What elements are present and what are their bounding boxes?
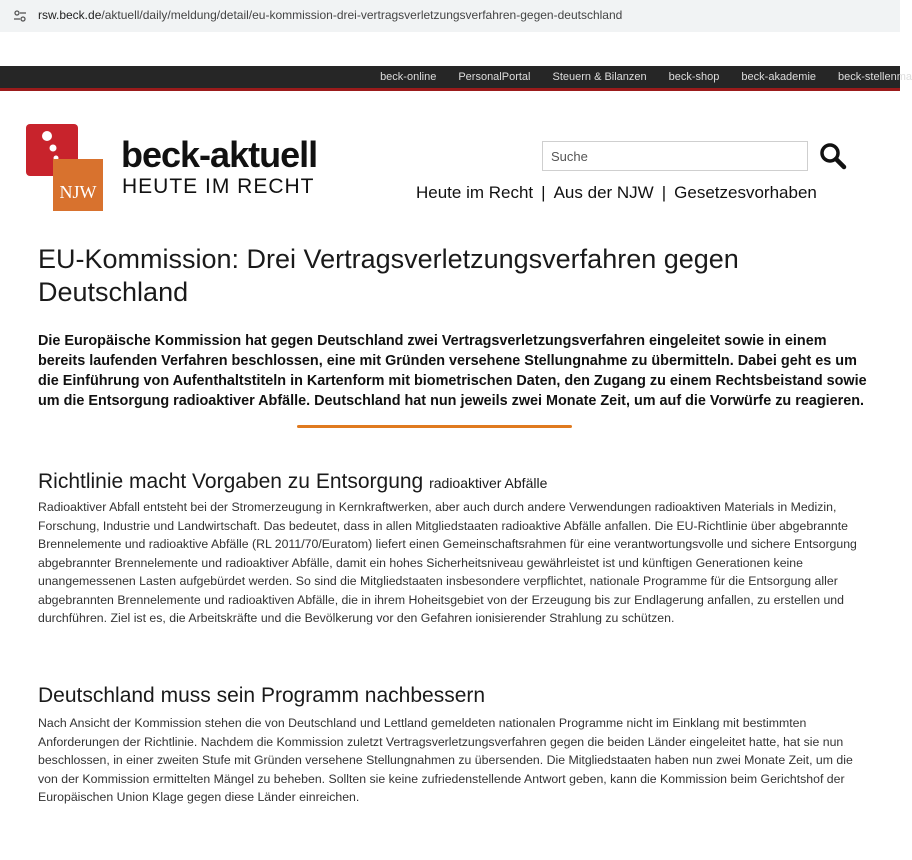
site-settings-icon[interactable] <box>13 9 27 23</box>
browser-address-bar[interactable] <box>0 0 900 32</box>
section-paragraph-richtlinie: Radioaktiver Abfall entsteht bei der Stromerzeugung in Kernkraftwerken, aber auch durch andere Verwendungen radioaktiven Materials in Medizin, Forschung, Industrie und Landwirtschaft. Das bedeutet, dass in allen Mitgliedstaaten radioaktive Abfälle anfallen. Die EU-Richtlinie über abgebrannte Brennelemente und radioaktive Abfälle (RL 2011/70/Euratom) liefert einen Gemeinschaftsrahmen für eine verantwortungsvolle und sichere Entsorgung abgebrannter Brennelemente und radioaktiver Abfälle, damit ein hohes Sicherheitsniveau gewährleistet ist und künftigen Generationen keine unangemessenen Lasten aufgebürdet werden. So sind die Mitgliedstaaten insbesondere verpflichtet, nationale Programme für die Entsorgung aller abgebrannten Brennelemente und radioaktiven Abfälle, die in ihrem Hoheitsgebiet von der Erzeugung bis zur Endlagerung anfallen, zu erstellen und durchführen. Ziel ist es, die Arbeitskräfte und die Bevölkerung vor den Gefahren ionisierender Strahlung zu schützen. <box>38 500 857 625</box>
section-heading-programm: Deutschland muss sein Programm nachbessern <box>38 684 486 707</box>
article-title: EU-Kommission: Drei Vertragsverletzungsverfahren gegen Deutschland <box>38 244 739 307</box>
nav-gesetzesvorhaben[interactable]: Gesetzesvorhaben <box>674 183 817 202</box>
portal-links <box>380 71 912 83</box>
highlight-underline <box>297 425 572 428</box>
nav-accent-line <box>0 88 900 91</box>
portal-link-beck-online[interactable]: beck-online <box>380 71 437 83</box>
portal-link-beck-stellenmarkt[interactable]: beck-stellenma <box>838 71 912 83</box>
logo-tagline: HEUTE IM RECHT <box>122 175 315 198</box>
logo-brand-name: beck-aktuell <box>121 134 318 175</box>
portal-link-beck-akademie[interactable]: beck-akademie <box>741 71 817 83</box>
url-path: /aktuell/daily/meldung/detail/eu-kommission-drei-vertragsverletzungsverfahren-gegen-deutschland <box>101 8 623 22</box>
nav-aus-der-njw[interactable]: Aus der NJW <box>553 183 654 202</box>
portal-link-steuern-bilanzen[interactable]: Steuern & Bilanzen <box>552 71 647 83</box>
top-portal-nav <box>0 66 912 91</box>
section-paragraph-programm: Nach Ansicht der Kommission stehen die von Deutschland und Lettland gemeldeten nationalen Programme nicht im Einklang mit bestimmten Anforderungen der Richtlinie. Nachdem die Kommission zuletzt Vertragsverletzungsverfahren gegen die beiden Länder eingeleitet hatte, hat sie nun beschlossen, in einer zweiten Stufe mit Gründen versehene Stellungnahmen zu übersenden. Die Mitgliedstaaten haben nun zwei Monate Zeit, um die von der Kommission ermittelten Mängel zu beheben. Sollten sie keine zufriedenstellende Antwort geben, kann die Kommission beim Gerichtshof der Europäischen Union Klage gegen diese Länder einreichen. <box>38 716 853 804</box>
logo-njw-badge: NJW <box>59 182 97 202</box>
section-heading-richtlinie <box>38 470 547 494</box>
nav-separator: | <box>661 183 667 202</box>
portal-link-beck-shop[interactable]: beck-shop <box>668 71 720 83</box>
nav-heute-im-recht[interactable]: Heute im Recht <box>416 183 534 202</box>
section-heading-text: Richtlinie macht Vorgaben zu Entsorgung <box>38 470 424 493</box>
section-heading-small: radioaktiver Abfälle <box>429 475 548 491</box>
search-input[interactable] <box>542 141 808 171</box>
url-host: rsw.beck.de <box>38 8 102 22</box>
portal-link-personalportal[interactable]: PersonalPortal <box>458 71 531 83</box>
url-text[interactable] <box>38 8 622 22</box>
nav-separator: | <box>541 183 546 202</box>
section-nav <box>416 183 817 203</box>
site-logo[interactable] <box>26 124 326 214</box>
search-icon[interactable] <box>818 142 848 170</box>
article-lead: Die Europäische Kommission hat gegen Deutschland zwei Vertragsverletzungsverfahren eingeleitet sowie in einem bereits laufenden Verfahren beschlossen, eine mit Gründen versehene Stellungnahme zu übermitteln. Dabei geht es um die Einführung von Aufenthaltstiteln in Kartenform mit biometrischen Daten, den Zugang zu einem Rechtsbeistand sowie um die Entsorgung radioaktiver Abfälle. Deutschland hat nun jeweils zwei Monate Zeit, um auf die Vorwürfe zu reagieren. <box>38 333 867 409</box>
